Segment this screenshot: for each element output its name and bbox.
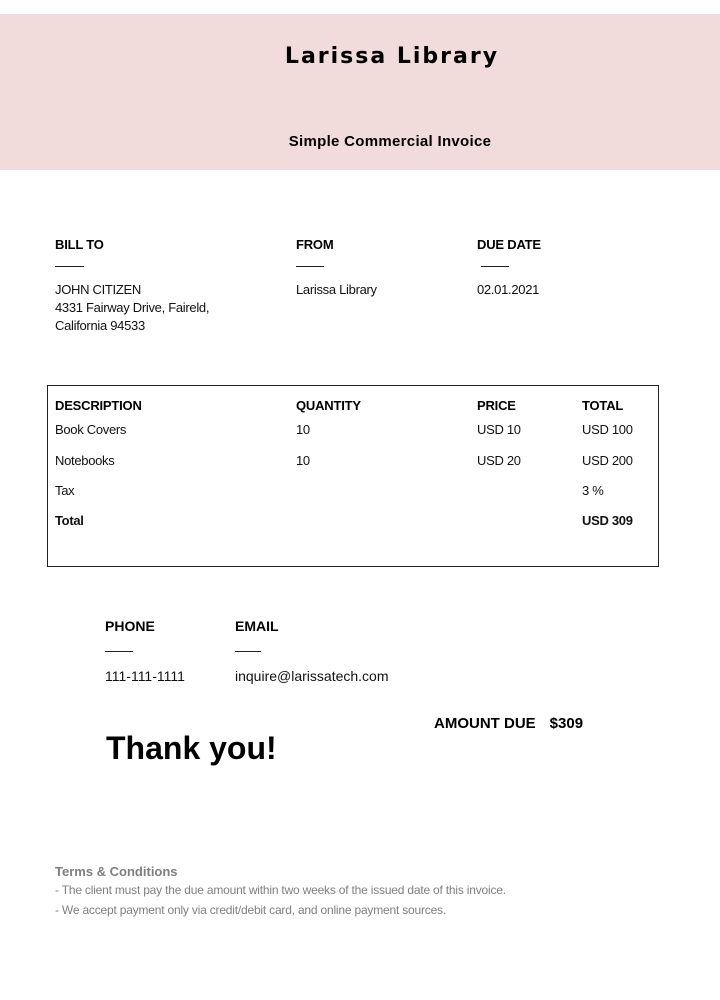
item-price: USD 10 [477, 422, 521, 437]
item-total: USD 200 [582, 453, 633, 468]
terms-line: - We accept payment only via credit/debit card, and online payment sources. [55, 903, 446, 917]
terms-title: Terms & Conditions [55, 864, 178, 879]
item-price: USD 20 [477, 453, 521, 468]
invoice-subtitle: Simple Commercial Invoice [288, 133, 492, 150]
bill-to-rule [55, 266, 84, 267]
column-header-total: TOTAL [582, 398, 624, 413]
due-date-rule [481, 266, 509, 267]
item-description: Book Covers [55, 422, 127, 437]
total-value: USD 309 [582, 513, 633, 528]
item-quantity: 10 [296, 453, 310, 468]
column-header-quantity: QUANTITY [296, 398, 361, 413]
email-label: EMAIL [235, 618, 279, 634]
amount-due-value: $309 [549, 715, 584, 732]
tax-value: 3 % [582, 483, 604, 498]
column-header-price: PRICE [477, 398, 516, 413]
bill-to-name: JOHN CITIZEN [55, 282, 141, 297]
amount-due [434, 715, 583, 732]
tax-label: Tax [55, 483, 75, 498]
column-header-description: DESCRIPTION [55, 398, 142, 413]
phone-value: 111-111-1111 [105, 668, 185, 684]
email-rule [235, 651, 261, 652]
total-label: Total [55, 513, 84, 528]
phone-label: PHONE [105, 618, 155, 634]
bill-to-label: BILL TO [55, 237, 104, 252]
email-value: inquire@larissatech.com [235, 668, 389, 684]
thank-you-message: Thank you! [106, 730, 277, 766]
phone-rule [105, 651, 133, 652]
from-label: FROM [296, 237, 334, 252]
item-quantity: 10 [296, 422, 310, 437]
due-date-value: 02.01.2021 [477, 282, 540, 297]
terms-line: - The client must pay the due amount within two weeks of the issued date of this invoice. [55, 883, 506, 897]
item-total: USD 100 [582, 422, 633, 437]
due-date-label: DUE DATE [477, 237, 541, 252]
from-value: Larissa Library [296, 282, 377, 297]
company-name: Larissa Library [284, 44, 500, 69]
bill-to-address-line1: 4331 Fairway Drive, Faireld, [55, 300, 210, 315]
bill-to-address-line2: California 94533 [55, 318, 145, 333]
item-description: Notebooks [55, 453, 115, 468]
from-rule [296, 266, 324, 267]
amount-due-label: AMOUNT DUE [434, 715, 536, 732]
